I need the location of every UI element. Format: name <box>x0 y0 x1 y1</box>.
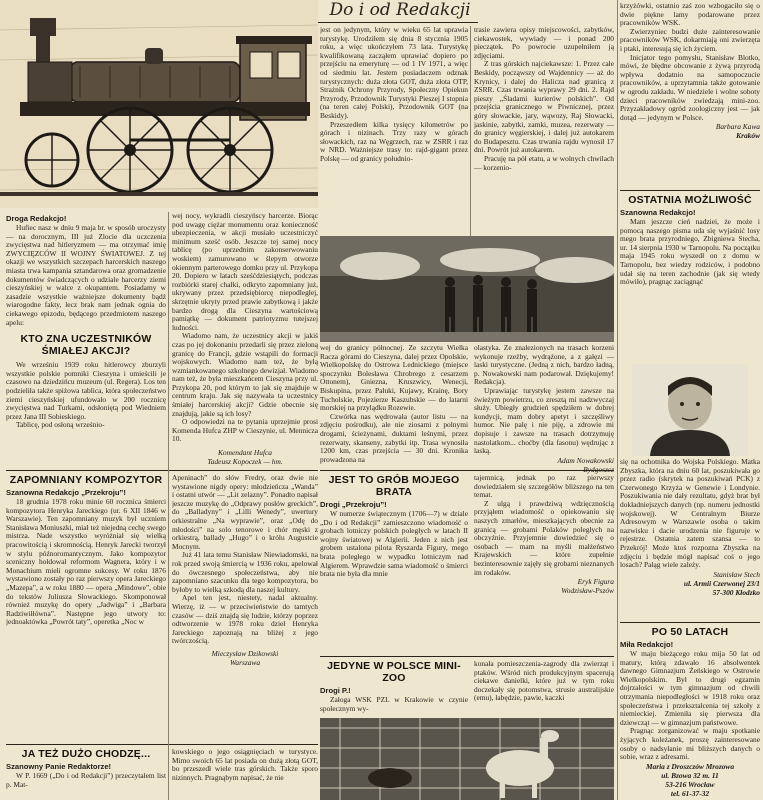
article-zapomniany <box>6 474 166 740</box>
middle-left-text2: Czwórka nas wędrowała (autor listu — na zdjęciu pośrodku), ale nie ziosami z polnymi drogami, ścieżynami, duktami leśnymi, przez rezerwaty, skanseny, zabytki itp. Trasa wynosiła 1200 km, czas przejścia — 30 dni. Kronika prowadzona na <box>320 411 468 464</box>
po50-greeting: Miła Redakcjo! <box>620 640 674 649</box>
zapomniany-greeting: Szanowna Redakcjo „Przekroju”! <box>6 488 126 497</box>
col3-text: jest on jedynym, który w wieku 65 lat uprawia turystykę. Urodziłem się dnia 8 stycznia 1905 roku, a więc ukończyłem 73 lata. Turystykę kwalifikowaną zacząłem uprawiać dopiero po przejściu na emeryturę — od 1 IV 1971, a więc od siedmiu lat. Jestem posiadaczem odznak turystycznych: duża złota GOT, duża złota OTP, Strażnik Ochrony Przyrody, Społeczny Opiekun Przyrody, Przodownik Turystyki Pieszej I stopnia (na teren całej Polski), Przodownik GOT (na Beskidy). <box>320 26 468 120</box>
po50-signature-phone: tel. 61-37-32 <box>670 788 710 798</box>
col2-signature-title: Komendant Hufca <box>218 448 272 458</box>
col2b-text2: Już 41 lata temu Stanisław Niewiadomski, na rok przed swoją śmiercią w 1936 roku, apelował do ówczesnego społeczeństwa, aby nie zapomniano szacunku dla tego kompozytora, bo byłoby to wielką szkodą dla naszej kultury. <box>172 550 318 594</box>
article-jedyne <box>320 660 468 716</box>
jedyne-greeting: Drogi P.! <box>320 686 351 695</box>
divider-middle <box>320 470 614 471</box>
divider-jedyne <box>320 656 614 657</box>
col4-text3: Pracuję na pół etatu, a w wolnych chwilach — korzenio- <box>474 153 614 172</box>
col2b-text: Apeninach” do słów Fredry, oraz dwie nie wystawione nigdy opery: młodzieńcza „Wanda” i ostatni utwór — „Lit zelazny”. Ponadto napisał jeszcze muzykę do „Odprawy posłów greckich”, do „Balladyny” i „Lilli Wenedy”, uwertury orkiestralne „Na wyprawie”, oraz „Odę do młodości” na solo tenorowe i chór męski z orkiestrą, ballady „Hugo” i o królu Augustcie Mocnym. <box>172 474 318 551</box>
col1-text: Hufiec nasz w dniu 9 maja br. w sposób uroczysty — na dorocznym, III już Zlocie dla uczczenia zwycięstwa nad hitleryzmem — ma otrzymać imię ZWYCIĘZCÓW II WOJNY ŚWIATOWEJ. Z tej okazji we wszystkich szczepach harcerskich naszego miasta trwa kampania sztandarowa oraz gromadzenie dokumentów świadczących o udziale harcerzy ziemi cieszyńskiej w walce z okupantem. Posiadamy w zasadzie wszystkie ważniejsze dokumenty bądź wiarogodne fakty, lecz brak nam jednak ognia do ciekawego epizodu, będącego przedmiotem naszego apelu: <box>6 223 166 327</box>
wiem-brat-signature-city: 57-300 Kłodzko <box>712 587 760 597</box>
jest-to-grob-text3: Z ulgą i prawdziwą wdzięcznością przyjąłem wiadomość o opiekowaniu się naszych zmarłów, mieszkających obecnie za granicą — grobami Polaków poległych na obczyźnie. Przyjemnie dowiedzieć się o osobach — mam na myśli małżeństwo Krajewskich — które zupełnie bezinteresownie zajęły się grobami nieznanych im rodaków. <box>474 498 614 577</box>
col1-text2: We wrześniu 1939 roku hitlerowcy zburzyli wszystkie polskie pomniki Cieszyna i umieścili je czasowo na dziedzińcu muzeum (ul. Regera). Los ten podzieliła także spiżowa tablica, która społeczeństwo ziemi cieszyńskiej ufundowało w 200 rocznicę zwycięstwa nad Turkami, odsłoniętą pod Wiedniem przez Jana III Sobieskiego. <box>6 360 166 421</box>
col5-text3: Inicjator tego pomysłu, Stanisław Blotko, mówi, że błędne obcowanie z żywą przyrodą wpływa dodatnio na samopoczucie pracowników, a uprzytamnia także gotowanie w ogrodu zakładu. W niedziele i wolne soboty dzieci pracowników zwiedzają mini-zoo. Przyzakładowy ogród zoologiczny jest — jak dotąd — jedynym w Polsce. <box>620 52 760 122</box>
column-rule-4 <box>617 0 618 800</box>
col5-text: krzyżówki, ostatnio zaś zoo wzbogaciło się o dwie piękne lamy podarowane przez pracowników WSK. <box>620 2 760 28</box>
ja-tez-greeting: Szanowny Panie Redaktorze! <box>6 762 112 771</box>
article-ja-tez-cont <box>172 748 318 800</box>
article-po50 <box>620 626 760 800</box>
masthead-underline <box>318 22 478 23</box>
heading-po50: PO 50 LATACH <box>651 626 729 638</box>
article-jedyne-cont <box>474 660 614 716</box>
article-ostatnia <box>620 194 760 364</box>
wiem-brat-signature-name: Stanisław Stech <box>713 569 760 579</box>
col3-text2: Przeszedłem kilka tysięcy kilometrów po górach i nizinach. Trzy razy w górach słowackich, raz na Węgrzech, raz w ZSRR i raz w NRD. Ważniejsze trasy to: rajd-gigant przez Polskę — od granicy południo- <box>320 119 468 163</box>
wiem-brat-signature-address: ul. Armii Czerwonej 23/1 <box>683 578 760 588</box>
divider-ostatnia <box>620 190 760 191</box>
heading-jedyne: JEDYNE W POLSCE MINI-ZOO <box>327 660 461 684</box>
middle-signature-name: Adam Nowakowski <box>557 455 614 465</box>
jest-to-grob-signature-city: Wodzisław-Pszów <box>561 586 614 596</box>
heading-jest-to-grob: JEST TO GRÓB MOJEGO BRATA <box>328 474 460 498</box>
col5-signature-name: Barbara Kawa <box>715 122 760 132</box>
column-rule-1 <box>168 212 169 800</box>
middle-left-text: wej do granicy północnej. Ze szczytu Wielka Racza górami do Cieszyna, dalej przez Opolskie, Wielkopolskę do Ostrowa Lednickiego (miejsce spoczynku Bolesława Chrobrego z cesarzem Ottonem), Gniezna, Kruszwicy, Wenecji, Biskupina, przez Pałuki, Kujawy, Krainę, Bory Tucholskie, Pojezierze Kaszubskie — do latarni morskiej na przylądku Rozewie. <box>320 344 468 413</box>
heading-ja-tez: JA TEŻ DUŻO CHODZĘ... <box>21 748 151 760</box>
col5-signature-city: Kraków <box>736 131 760 141</box>
article-jest-to-grob-cont <box>474 474 614 654</box>
heading-ostatnia: OSTATNIA MOŻLIWOŚĆ <box>628 194 752 206</box>
jedyne-text2: konała pomieszczenia-zagrody dla zwierząt i ptaków. Wśród nich produkcyjnym spacerują ciekawe danielki, które już w tym roku doczekały się potomstwa, strusie australijskie (emu), łabędzie, pawie, kaczki <box>474 660 614 703</box>
jest-to-grob-greeting: Drogi „Przekroju”! <box>320 500 387 509</box>
po50-text2: Pragnąc zorganizować w maju spotkanie żyjących koleżanek, proszę zainteresowane osoby o nadsyłanie mi bliższych danych o sobie, wraz z adresami. <box>620 726 760 762</box>
column-5 <box>620 2 760 178</box>
col1-text3: Tablicę, pod osłoną wrześnio- <box>16 420 105 430</box>
jest-to-grob-signature-name: Eryk Figura <box>577 577 614 587</box>
col2b-text3: Apel ten jest, niestety, nadal aktualny. Wierzę, iż — w przeciwieństwie do tamtych czasów — dziś znajdą się ludzie, którzy poprzez odtworzenie w 1978 roku dzieł Henryka Jareckiego zapoznają na bliżej z jego twórczością. <box>172 593 318 646</box>
column-rule-3 <box>470 26 471 236</box>
column-4-middle <box>474 344 614 474</box>
jest-to-grob-text2: tajemnicą, jednak po raz pierwszy dowiedziałem się szczegółów bliższego na ten temat. <box>474 474 614 500</box>
zapomniany-text: 18 grudnia 1978 roku minie 60 rocznica śmierci kompozytora Henryka Jareckiego (ur. 6 XII 1846 w Warszawie). Ten zapomniany muzyk był uczniem Stanisława Moniuszki, miał też niejedną cechę swego mistrza. Nade wszystko wyróżniał się wielką pracowitością i skromnością. Henryk Jarecki tworzył w stylu późnoromantycznym. Jako kompozytor sceniczny hołdował reformom Wagnera, który i w Monachium mieli ogromne sukcesy. W roku 1876 wystawiono zostały po raz pierwszy opera Jareckiego „Mazepa”, a w roku 1880 — opera „Mindowe”, obie do tekstów Juliusza Słowackiego. Skomponował również muzykę do opery „Jadwiga” i „Barbara Radziwiłłówna”. Następne jego utwory to: jednoaktówka „Powrót taty”, operetka „Noc w <box>6 497 166 627</box>
po50-text: W maju bieżącego roku mija 50 lat od matury, którą zdawało 16 absolwentek dawnego Gimnazjum Żeńskiego w Ostrowie Wielkopolskim. Był to drugi egzamin dojrzałości w tym gimnazjum od chwili otrzymania niepodległości w 1918 roku oraz społeczeństwa i przekształcenia tej szkoły z niemieckiej. Zmieniła się pierwsza dla dziewcząt — w gimnazjum państwowe. <box>620 649 760 727</box>
column-3-middle <box>320 344 468 466</box>
article-jest-to-grob <box>320 474 468 654</box>
article-ja-tez <box>6 748 166 800</box>
col2-text2: Wiadomo nam, że uczestnicy akcji w jakiś czas po jej dokonaniu przedarli się przez zieloną granicę do Francji, gdzie wstąpili do formacji wojskowych. Wiadomo nam też, że byłą wzmiankowanego szkolnego dewizjał. Wiadomo nam też, że była mieszkańcem Cieszyna przy ul. Przykopa 20, pod którym to jak się znajduje w centrum kraju. Jak się nazywała ta uczestnicy śmiałej harcerskiej akcji? Gdzie obecnie się znajdują, jakie są ich losy? <box>172 331 318 418</box>
col4-text2: Z tras górskich najciekawsze: 1. Przez całe Beskidy, począwszy od Wajdennicy — aż do Krynicy, i dalej do Halicza nad granicą z ZSRR. Czas trwania wyprawy 29 dni. 2. Rajd pieszy „Śladami kurierów polskich”. Od przejścia granicznego w Piwnicznej, przez góry słowackie, jary, wąwozy, Raj Słowacki, jaskinie, zabytki, zamki, muzea, rezerwaty — do granicy węgierskiej, i dalej już autokarem do Budapesztu. Czas trwania rajdu wynosił 17 dni. Powrót już autokarem. <box>474 59 614 155</box>
col1-greeting: Droga Redakcjo! <box>6 214 67 223</box>
middle-right-text2: Uprawiając turystykę jestem zawsze na świeżym powietrzu, co zresztą mi nadzwyczaj służy. Ubiegły grudzień spędziłem w dobrej kondycji, mam dobry apetyt i szczęśliwy humor. Nie palę i nie piję, a zdrowie mi dopisuje i zawsze na trasach dotrzymuję nastolatkom... choćby (dla fasonu) wędrując z laską. <box>474 385 614 456</box>
zoo-photo <box>320 718 614 800</box>
divider-po50 <box>620 622 760 623</box>
col2-text: wej nocy, wykradli cieszyńscy harcerze. Biorąc pod uwagę ciężar monumentu oraz konieczność ubezpieczenia, w akcji musiało uczestniczyć minimum sześć osób. Jeszcze tej samej nocy tablicę (po uprzednim zakonserwowaniu woskiem) zamurowano w ślepym otworze okiennym parterowego domku przy ul. Przykopa 20. Dopiero w latach sześćdziesiątych, podczas rozbiórki starej chałki, odkryto zapomniany już, ukrywany przez przedsiębiorcę niepodległej, skrzętnie ukryty przed prawie zabytkową i jakże bardzo drogą dla Cieszyna wartościową pamiątkę — dokument patriotyzmu tutejszej ludności. <box>172 212 318 332</box>
divider-ja-tez <box>6 744 318 745</box>
jest-to-grob-text: W numerze świątecznym (1706—7) w dziale „Do i od Redakcji” zamieszczono wiadomość o grobach lotniczy polskich poległych w latach II wojny światowej w Algierii. Jeden z nich jest grobem ustalona pilota Ryszarda Figury, mego brata poległego w wypadku lotniczym nad Algierem. Wprawdzie sama wiadomość o śmierci brata nie była dla mnie <box>320 509 468 579</box>
article-ostatnia-cont <box>620 458 760 624</box>
column-4 <box>474 26 614 234</box>
jedyne-text: Załoga WSK PZL w Krakowie w czynie społecznym wy- <box>320 695 468 713</box>
locomotive-illustration <box>0 0 318 208</box>
boy-portrait-icon <box>632 364 748 456</box>
column-3 <box>320 26 468 234</box>
col2b-signature-name: Mieczysław Dzikowski <box>211 648 279 658</box>
heading-kto-zna: KTO ZNA UCZESTNIKÓW ŚMIAŁEJ AKCJI? <box>20 333 152 358</box>
zoo-enclosure-icon <box>320 718 614 800</box>
section-masthead: Do i od Redakcji <box>329 0 471 20</box>
boy-portrait-photo <box>632 364 748 456</box>
ja-tez-text2: kowskiego o jego osiągnięciach w turystyce. Mimo swoich 65 lat posiada on dużą złotą GOT, bo przeszedł wiele tras górskich. Także sporo nizinnych. Pragnąbym napisać, że nie <box>172 748 318 782</box>
po50-signature-city: 53-216 Wrocław <box>665 779 715 789</box>
middle-right-text: olastyka. Ze znalezionych na trasach korzeni wykonuje rzeźby, wydrążone, a z gałęzi — laski turystyczne. (Jedną z nich, bardzo ładną, p. Nowakowski nam podarował. Dziękujemy! Redakcja). <box>474 344 614 387</box>
col2-signature-name: Tadeusz Kopoczek — hm. <box>207 457 283 467</box>
wiem-brat-text: się na ochotnika do Wojska Polskiego. Matka Zbyszka, która na dniu 60 lat, poszukiwała go przez radio (skrytek na poszukiwań PCK) z Czerwonego Krzyża w Genewie i Londynie. Poszukiwania nie dały rezultatu, gdyż brat był dokładniejszych danych (np. numeru jednostki wojskowej). W Centralnym Biurze Adresowym w Warszawie osoba o takim nazwisku i dacie urodzenia nie figuruje w rejestrze. Ostatnia zatem szansa — to Przekrój! Może ktoś rozpozna Zbyszka na zdjęciu i będzie mógł napisać coś o jego losach? Pałąg wiele zależy. <box>620 458 760 570</box>
col2b-signature-city: Warszawa <box>229 657 261 667</box>
po50-signature-street: ul. Bzowa 32 m. 11 <box>661 770 719 780</box>
article-zapomniany-cont <box>172 474 318 740</box>
heading-zapomniany: ZAPOMNIANY KOMPOZYTOR <box>9 474 163 486</box>
steam-locomotive-icon <box>0 0 318 208</box>
hikers-photo <box>320 236 614 342</box>
col4-text: trasie zawiera opisy miejscowości, zabytków, ciekawostek, wywiady — i ponad 200 pieczątek. Po powrocie uzupełniłem ją zdjęciami. <box>474 26 614 60</box>
col5-text2: Zwierzyniec budzi duże zainteresowanie pracowników WSK, dokarmiają oni zwierzęta i ptaki, interesują się ich życiem. <box>620 26 760 53</box>
divider-left <box>6 470 318 471</box>
po50-signature-name: Maria z Droszczów Mrozowa <box>645 761 735 771</box>
hikers-photo-icon <box>320 236 614 342</box>
ostatnia-text: Mam jeszcze cień nadziei, że może i pomocą naszego pisma uda się wyjaśnić losy mego brata przyrodniego, Zbigniewa Stecha, ur. 14 sierpnia 1930 w Tarnopolu. Na początku maja 1945 roku wyszedł on z domu w Tarnopolu, bez wiedzy rodziców, i podobno udał się na teren zachodnie (jak się wtedy mówiło), pragnąc zaciągnąć <box>620 217 760 287</box>
ja-tez-text: W P. 1669 („Do i od Redakcji”) przeczytałem list p. Mat- <box>6 771 166 789</box>
ostatnia-greeting: Szanowna Redakcjo! <box>620 208 696 217</box>
col2-text3: O odpowiedzi na te pytania uprzejmie prosi Komenda Hufca ZHP w Cieszynie, ul. Mennicza 10. <box>172 417 318 444</box>
